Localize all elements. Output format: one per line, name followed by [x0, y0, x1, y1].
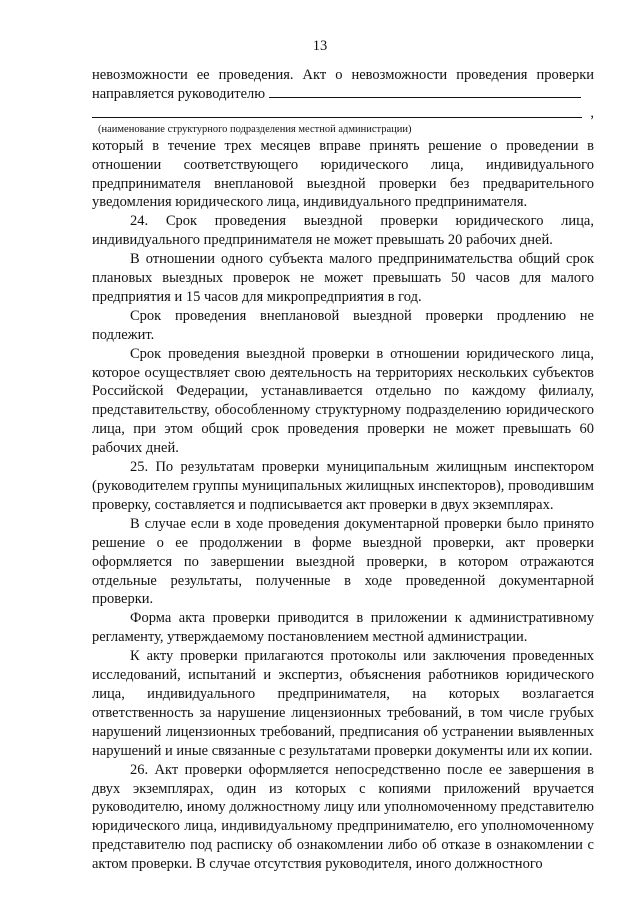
page-number: 13	[312, 38, 328, 54]
intro-paragraph	[92, 66, 594, 104]
paragraph: В случае если в ходе проведения документарной проверки было принято решение о ее продолжении в форме выездной проверки, акт проверки оформляется по завершении выездной проверки, в котором отражаются отдельные результаты, полученные в ходе проведенной документарной проверки.	[92, 515, 594, 608]
intro-text: невозможности ее проведения. Акт о невозможности проведения проверки направляется руководителю	[92, 67, 594, 102]
paragraph: Срок проведения выездной проверки в отношении юридического лица, которое осуществляет свою деятельность на территориях нескольких субъектов Российской Федерации, устанавливается отдельно по каждому филиалу, представительству, обособленному структурному подразделению юридического лица, при этом общий срок проведения проверки не может превышать 60 рабочих дней.	[92, 345, 594, 457]
paragraph: В отношении одного субъекта малого предпринимательства общий срок плановых выездных проверок не может превышать 50 часов для малого предприятия и 15 часов для микропредприятия в год.	[92, 251, 594, 305]
fill-in-blank-line	[92, 117, 582, 118]
document-body	[92, 66, 594, 874]
paragraph: 24. Срок проведения выездной проверки юридического лица, индивидуального предпринимателя не может превышать 20 рабочих дней.	[92, 213, 594, 249]
paragraph: К акту проверки прилагаются протоколы или заключения проведенных исследований, испытаний и экспертиз, объяснения работников юридического лица, индивидуального предпринимателя, на которых возлагается ответственность за нарушение лицензионных требований, в том числе грубых нарушений лицензионных требований, предписания об устранении выявленных нарушений и иные связанные с результатами проверки документы или их копии.	[92, 648, 594, 759]
blank-comma: ,	[590, 104, 594, 121]
paragraph: который в течение трех месяцев вправе принять решение о проведении в отношении соответствующего юридического лица, индивидуального предпринимателя внеплановой выездной проверки без предварительного уведомления юридического лица, индивидуального предпринимателя.	[92, 137, 594, 211]
fill-in-blank-row	[92, 104, 594, 123]
paragraph: 25. По результатам проверки муниципальным жилищным инспектором (руководителем группы муниципальных жилищных инспекторов), проводившим проверку, составляется и подписывается акт проверки в двух экземплярах.	[92, 459, 594, 513]
paragraph: Срок проведения внеплановой выездной проверки продлению не подлежит.	[92, 307, 594, 343]
blank-caption: (наименование структурного подразделения местной администрации)	[98, 123, 412, 135]
paragraph: 26. Акт проверки оформляется непосредственно после ее завершения в двух экземплярах, один из которых с копиями приложений вручается руководителю, иному должностному лицу или уполномоченному представителю юридического лица, индивидуальному предпринимателю, его уполномоченному представителю под расписку об ознакомлении либо об отказе в ознакомлении с актом проверки. В случае отсутствия руководителя, иного должностного	[92, 761, 594, 873]
paragraph: Форма акта проверки приводится в приложении к административному регламенту, утверждаемому постановлением местной администрации.	[92, 610, 594, 646]
fill-in-blank	[269, 85, 581, 98]
